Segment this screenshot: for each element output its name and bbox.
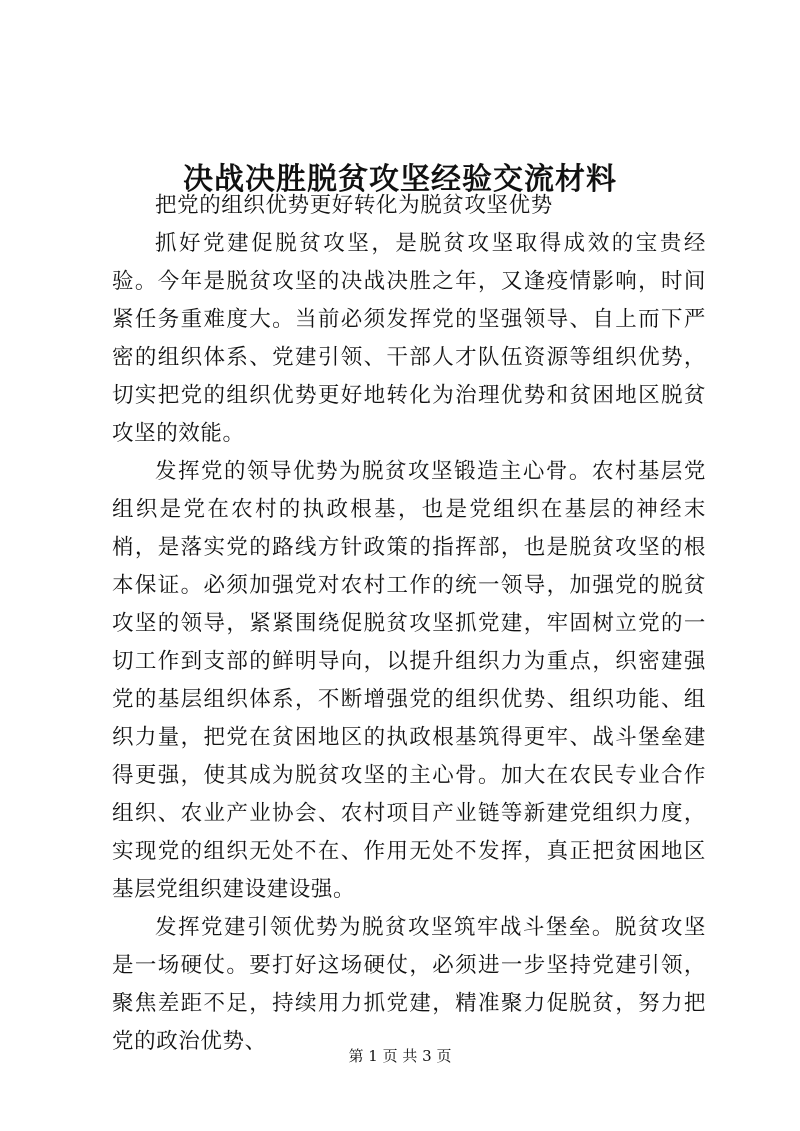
body-paragraph: 发挥党建引领优势为脱贫攻坚筑牢战斗堡垒。脱贫攻坚是一场硬仗。要打好这场硬仗，必须进一步坚持党建引领，聚焦差距不足，持续用力抓党建，精准聚力促脱贫，努力把党的政治优势、 [112,915,706,1054]
document-body [112,187,706,1061]
section-subtitle: 把党的组织优势更好转化为脱贫攻坚优势 [155,193,553,218]
body-paragraph: 发挥党的领导优势为脱贫攻坚锻造主心骨。农村基层党组织是党在农村的执政根基，也是党组织在基层的神经末梢，是落实党的路线方针政策的指挥部，也是脱贫攻坚的根本保证。必须加强党对农村工作的统一领导，加强党的脱贫攻坚的领导，紧紧围绕促脱贫攻坚抓党建，牢固树立党的一切工作到支部的鲜明导向，以提升组织力为重点，织密建强党的基层组织体系，不断增强党的组织优势、组织功能、组织力量，把党在贫困地区的执政根基筑得更牢、战斗堡垒建得更强，使其成为脱贫攻坚的主心骨。加大在农民专业合作组织、农业产业协会、农村项目产业链等新建党组织力度，实现党的组织无处不在、作用无处不发挥，真正把贫困地区基层党组织建设建设强。 [112,459,706,902]
body-paragraph: 抓好党建促脱贫攻坚，是脱贫攻坚取得成效的宝贵经验。今年是脱贫攻坚的决战决胜之年，又逢疫情影响，时间紧任务重难度大。当前必须发挥党的坚强领导、自上而下严密的组织体系、党建引领、干部人才队伍资源等组织优势，切实把党的组织优势更好地转化为治理优势和贫困地区脱贫攻坚的效能。 [112,231,706,446]
page-number-footer: 第 1 页 共 3 页 [348,1047,452,1065]
document-title: 决战决胜脱贫攻坚经验交流材料 [183,162,617,198]
